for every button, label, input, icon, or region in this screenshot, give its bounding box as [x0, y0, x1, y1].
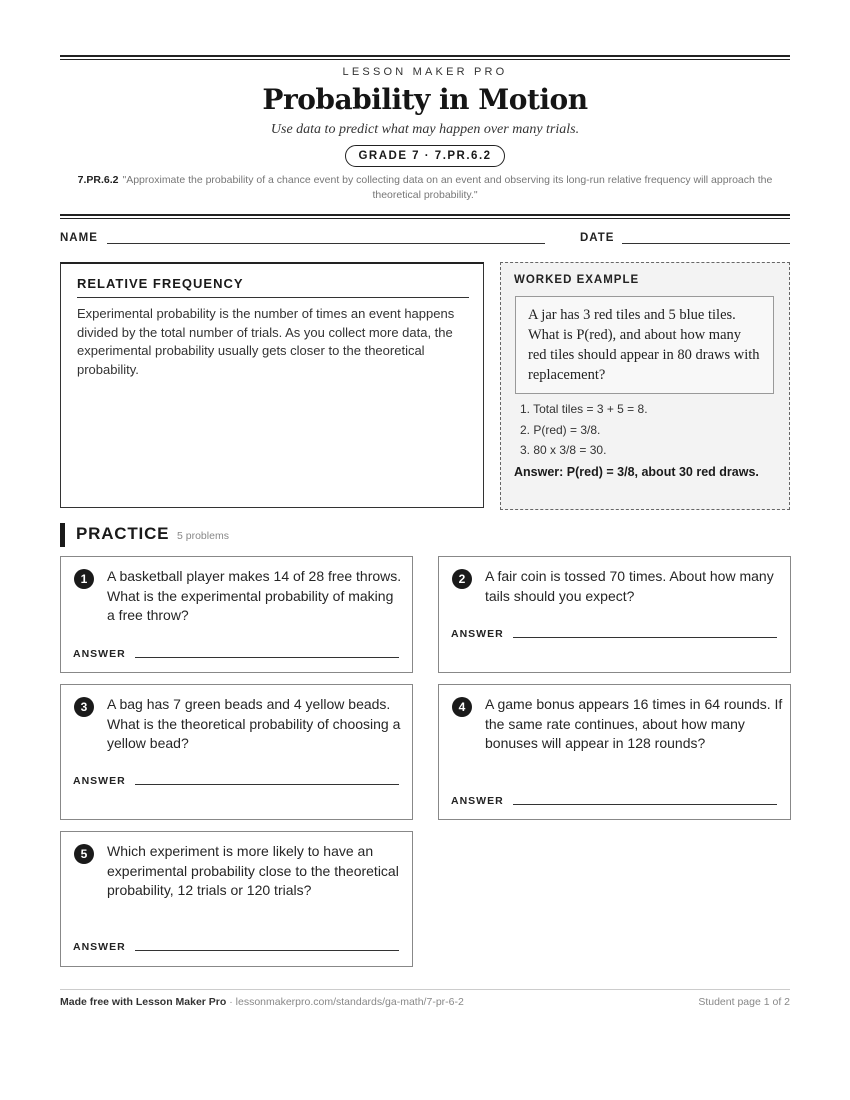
worked-example-question: A jar has 3 red tiles and 5 blue tiles. What is P(red), and about how many red tiles should appear in 80 draws with replacement?	[515, 296, 774, 394]
relative-frequency-divider	[77, 297, 469, 298]
header-top-rule	[60, 55, 790, 57]
problem-text: A fair coin is tossed 70 times. About how many tails should you expect?	[485, 568, 774, 604]
answer-field-2[interactable]	[513, 637, 777, 638]
problem-text: A bag has 7 green beads and 4 yellow beads. What is the theoretical probability of choosing a yellow bead?	[107, 696, 401, 751]
answer-label: ANSWER	[73, 941, 126, 953]
page-subtitle: Use data to predict what may happen over many trials.	[270, 122, 580, 137]
problem-number: 3	[74, 697, 94, 717]
practice-title: PRACTICE	[76, 524, 170, 543]
page-title: Probability in Motion	[262, 83, 588, 116]
standard-statement	[70, 173, 780, 203]
header-top-rule-thin	[60, 59, 790, 60]
problem-number: 1	[74, 569, 94, 589]
name-label: NAME	[60, 232, 98, 244]
worked-example-answer: Answer: P(red) = 3/8, about 30 red draws.	[514, 465, 759, 479]
worked-step: 1. Total tiles = 3 + 5 = 8.	[520, 402, 648, 416]
date-label: DATE	[580, 232, 615, 244]
problem-text: A game bonus appears 16 times in 64 rounds. If the same rate continues, about how many bonuses will appear in 128 rounds?	[485, 696, 783, 751]
brand-name: LESSON MAKER PRO	[342, 66, 508, 78]
problem-card-2	[438, 556, 791, 673]
problem-number: 2	[452, 569, 472, 589]
worked-example-title: WORKED EXAMPLE	[514, 274, 640, 286]
relative-frequency-text: Experimental probability is the number of times an event happens divided by the total number of trials. As you collect more data, the experimental probability usually gets closer to the theoretical probability.	[77, 306, 455, 377]
worked-example-steps	[520, 399, 648, 461]
problem-card-4	[438, 684, 791, 820]
footer-page-number: Student page 1 of 2	[698, 996, 790, 1008]
problem-number: 5	[74, 844, 94, 864]
answer-field-1[interactable]	[135, 657, 399, 658]
answer-label: ANSWER	[451, 628, 504, 640]
relative-frequency-box	[60, 262, 484, 508]
name-field[interactable]	[107, 243, 545, 244]
grade-badge: GRADE 7 · 7.PR.6.2	[345, 145, 505, 167]
answer-label: ANSWER	[451, 795, 504, 807]
answer-label: ANSWER	[73, 775, 126, 787]
answer-field-4[interactable]	[513, 804, 777, 805]
standard-code: 7.PR.6.2	[77, 174, 119, 186]
problem-text: A basketball player makes 14 of 28 free throws. What is the experimental probability of making a free throw?	[107, 568, 402, 623]
footer-credit	[60, 996, 464, 1008]
practice-accent-bar	[60, 523, 65, 547]
footer-url[interactable]: · lessonmakerpro.com/standards/ga-math/7-pr-6-2	[226, 996, 464, 1008]
problem-number: 4	[452, 697, 472, 717]
worked-step: 2. P(red) = 3/8.	[520, 422, 601, 437]
header-bottom-rule	[60, 214, 790, 216]
worked-example-box	[500, 262, 790, 510]
date-field[interactable]	[622, 243, 790, 244]
answer-label: ANSWER	[73, 648, 126, 660]
problem-card-5	[60, 831, 413, 967]
worked-step: 3. 80 x 3/8 = 30.	[520, 443, 607, 457]
relative-frequency-title: RELATIVE FREQUENCY	[77, 276, 244, 291]
footer-made-with: Made free with Lesson Maker Pro	[60, 996, 227, 1008]
problem-text: Which experiment is more likely to have an experimental probability close to the theoretical probability, 12 trials or 120 trials?	[107, 843, 399, 898]
footer-divider	[60, 989, 790, 990]
answer-field-5[interactable]	[135, 950, 399, 951]
answer-field-3[interactable]	[135, 784, 399, 785]
practice-count: 5 problems	[177, 530, 229, 542]
problem-card-3	[60, 684, 413, 820]
standard-text: "Approximate the probability of a chance event by collecting data on an event and observing its long-run relative frequency will approach the theoretical probability."	[122, 174, 773, 201]
header-bottom-rule-thin	[60, 218, 790, 219]
problem-card-1	[60, 556, 413, 673]
